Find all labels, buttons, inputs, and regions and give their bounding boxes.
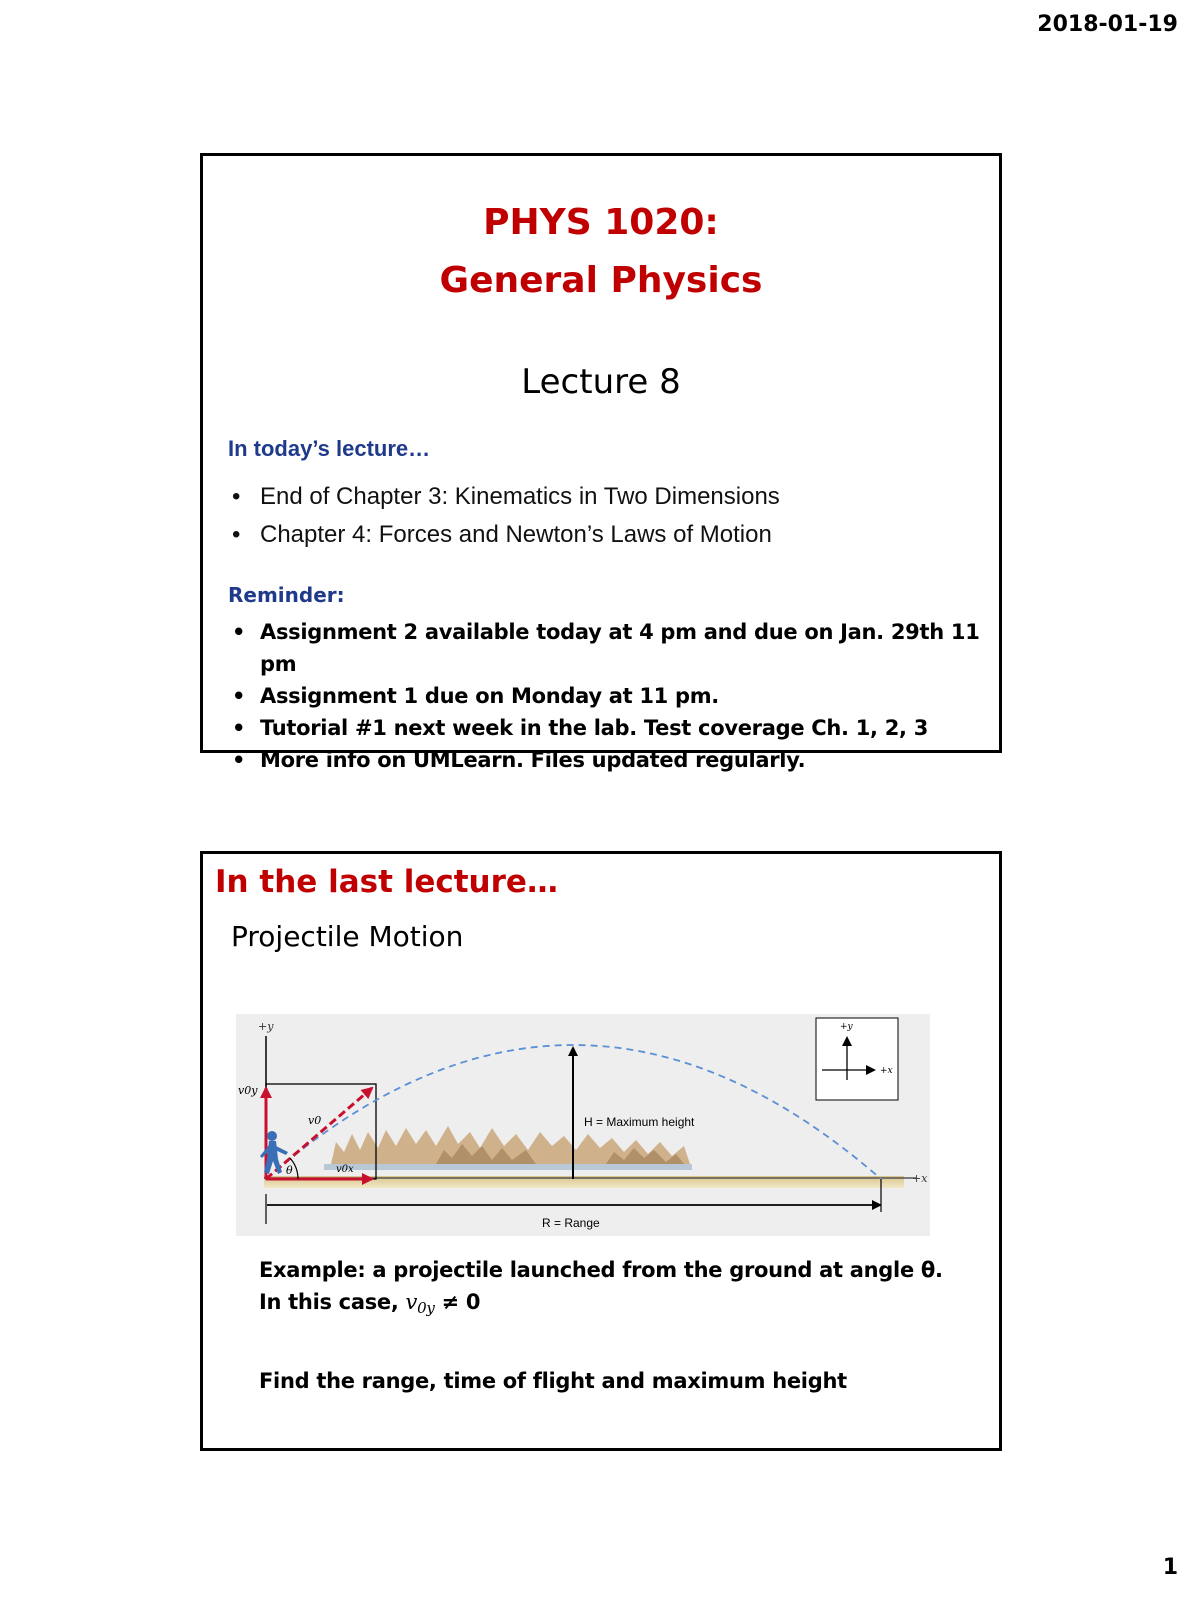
today-list [228,478,780,554]
range-label: R = Range [542,1216,600,1230]
list-item: • Assignment 1 due on Monday at 11 pm. [228,680,999,712]
course-title-line1: PHYS 1020: [483,202,719,243]
example-line: Example: a projectile launched from the ground at angle θ. [259,1258,943,1282]
course-title-line2: General Physics [439,260,763,301]
inset-axes [816,1018,898,1100]
v0y-math-subscript: 0y [417,1299,435,1317]
list-item: • Assignment 2 available today at 4 pm and due on Jan. 29th 11 pm [228,616,999,680]
page-date: 2018-01-19 [1037,12,1178,37]
slide-title: In the last lecture… [215,864,558,900]
v0x-label: v0x [336,1164,354,1175]
find-prompt: Find the range, time of flight and maximum height [259,1369,847,1393]
list-item: • Chapter 4: Forces and Newton’s Laws of Motion [228,516,780,554]
slide-subtitle: Projectile Motion [231,920,464,953]
y-axis-label: +y [258,1020,274,1033]
v0y-math-var: v [405,1290,418,1314]
lecture-number: Lecture 8 [521,362,681,402]
example-condition-prefix: In this case, [259,1290,399,1314]
v0y-label: v0y [238,1084,258,1097]
list-item: • Tutorial #1 next week in the lab. Test coverage Ch. 1, 2, 3 [228,712,999,744]
reminder-list [228,616,999,776]
max-height-label: H = Maximum height [584,1115,695,1129]
example-condition-line [259,1286,480,1324]
theta-label: θ [286,1164,293,1177]
course-title [203,194,999,310]
projectile-motion-figure [236,1014,930,1236]
v0-label: v0 [308,1114,322,1127]
x-axis-label: +x [912,1172,928,1185]
list-item: • End of Chapter 3: Kinematics in Two Dimensions [228,478,780,516]
v0y-math-condition: ≠ 0 [434,1290,481,1314]
list-item: • More info on UMLearn. Files updated regularly. [228,744,999,776]
slide-last-lecture [200,851,1002,1451]
inset-y-label: +y [840,1022,853,1032]
inset-x-label: +x [880,1066,893,1076]
page-number: 1 [1162,1555,1178,1580]
today-heading: In today’s lecture… [228,436,431,461]
slide-lecture-title [200,153,1002,772]
reminder-heading: Reminder: [228,583,345,607]
